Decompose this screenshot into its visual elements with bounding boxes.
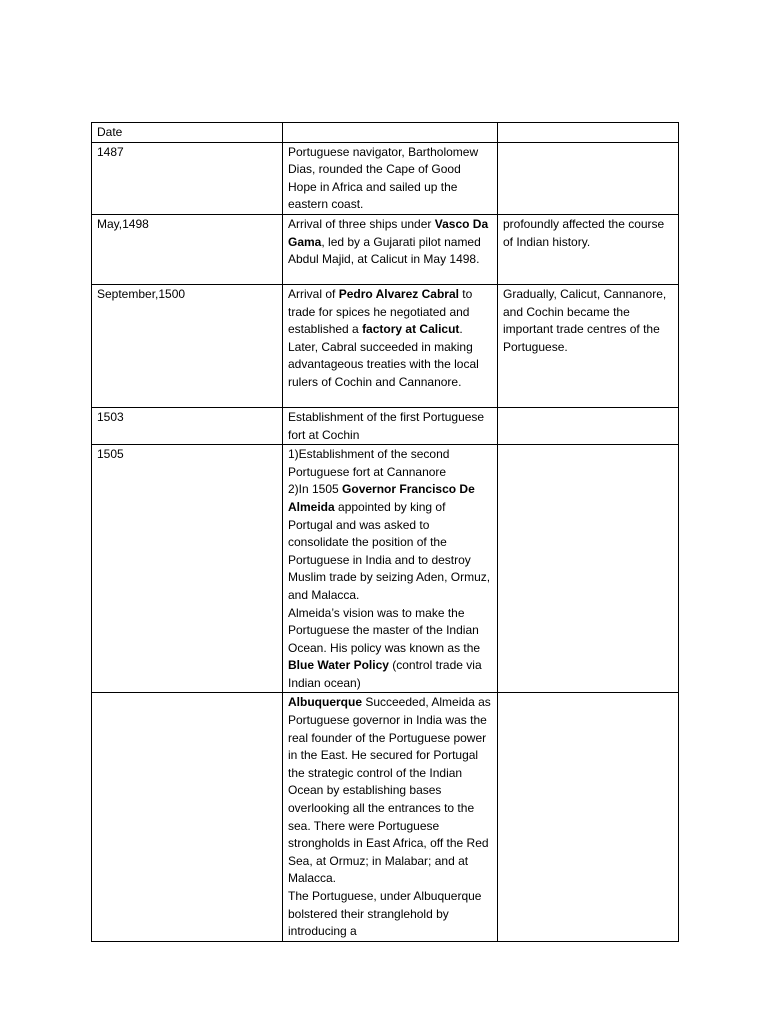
text-segment: appointed by king of Portugal and was asked to consolidate the position of the Portuguese in India and to destroy Muslim trade by seizing Aden, Ormuz, and Malacca. (288, 499, 491, 602)
bold-text-segment: Albuquerque (288, 695, 362, 710)
bold-text-segment: Governor Francisco De Almeida (288, 482, 475, 514)
text-segment: 1)Establishment of the second Portuguese fort at Cannanore (288, 447, 450, 479)
bold-text-segment: factory at Calicut (362, 322, 460, 337)
text-segment: The Portuguese, under Albuquerque bolstered their stranglehold by introducing a (288, 889, 482, 939)
history-table (91, 122, 679, 942)
text-segment: Portuguese navigator, Bartholomew Dias, rounded the Cape of Good Hope in Africa and sailed up the eastern coast. (288, 144, 479, 212)
date-cell: 1505 (92, 445, 283, 693)
text-segment: . Later, Cabral succeeded in making advantageous treaties with the local rulers of Cochin and Cannanore. (288, 322, 479, 389)
note-cell: Gradually, Calicut, Cannanore, and Cochin became the important trade centres of the Portuguese. (498, 284, 679, 407)
table-row (92, 407, 679, 444)
note-cell (498, 142, 679, 214)
text-segment: 2)In 1505 (288, 482, 343, 497)
date-cell: September,1500 (92, 284, 283, 407)
event-cell (283, 142, 498, 214)
text-segment: Succeeded, Almeida as Portuguese governor in India was the real founder of the Portuguese power in the East. He secured for Portugal the strategic control of the Indian Ocean by establishing bases overlooking all the entrances to the sea. There were Portuguese strongholds in East Africa, off the Red Sea, at Ormuz; in Malabar; and at Malacca. (288, 695, 491, 886)
date-cell: 1503 (92, 407, 283, 444)
header-note-cell (498, 123, 679, 143)
text-segment: , led by a Gujarati pilot named Abdul Majid, at Calicut in May 1498. (288, 234, 481, 267)
text-segment: to trade for spices he negotiated and established a (288, 286, 473, 337)
note-cell (498, 693, 679, 941)
text-segment: Establishment of the first Portuguese fort at Cochin (288, 409, 485, 442)
text-segment: Almeida’s vision was to make the Portuguese the master of the Indian Ocean. His policy was known as the (288, 605, 481, 655)
note-cell: profoundly affected the course of Indian history. (498, 214, 679, 284)
text-segment: (control trade via Indian ocean) (288, 658, 482, 690)
event-cell (283, 445, 498, 693)
date-cell (92, 693, 283, 941)
date-cell: May,1498 (92, 214, 283, 284)
date-cell: 1487 (92, 142, 283, 214)
bold-text-segment: Blue Water Policy (288, 658, 389, 673)
event-cell (283, 284, 498, 407)
table-row (92, 693, 679, 941)
table-row (92, 214, 679, 284)
header-row (92, 123, 679, 143)
table-row (92, 445, 679, 693)
text-segment: Arrival of three ships under (288, 216, 435, 231)
note-cell (498, 407, 679, 444)
header-date-cell: Date (92, 123, 283, 143)
table-row (92, 284, 679, 407)
bold-text-segment: Pedro Alvarez Cabral (338, 286, 459, 301)
bold-text-segment: Vasco Da Gama (288, 216, 489, 249)
text-segment: Arrival of (288, 286, 339, 301)
event-cell (283, 214, 498, 284)
event-cell (283, 693, 498, 941)
note-cell (498, 445, 679, 693)
table-row (92, 142, 679, 214)
header-event-cell (283, 123, 498, 143)
event-cell (283, 407, 498, 444)
